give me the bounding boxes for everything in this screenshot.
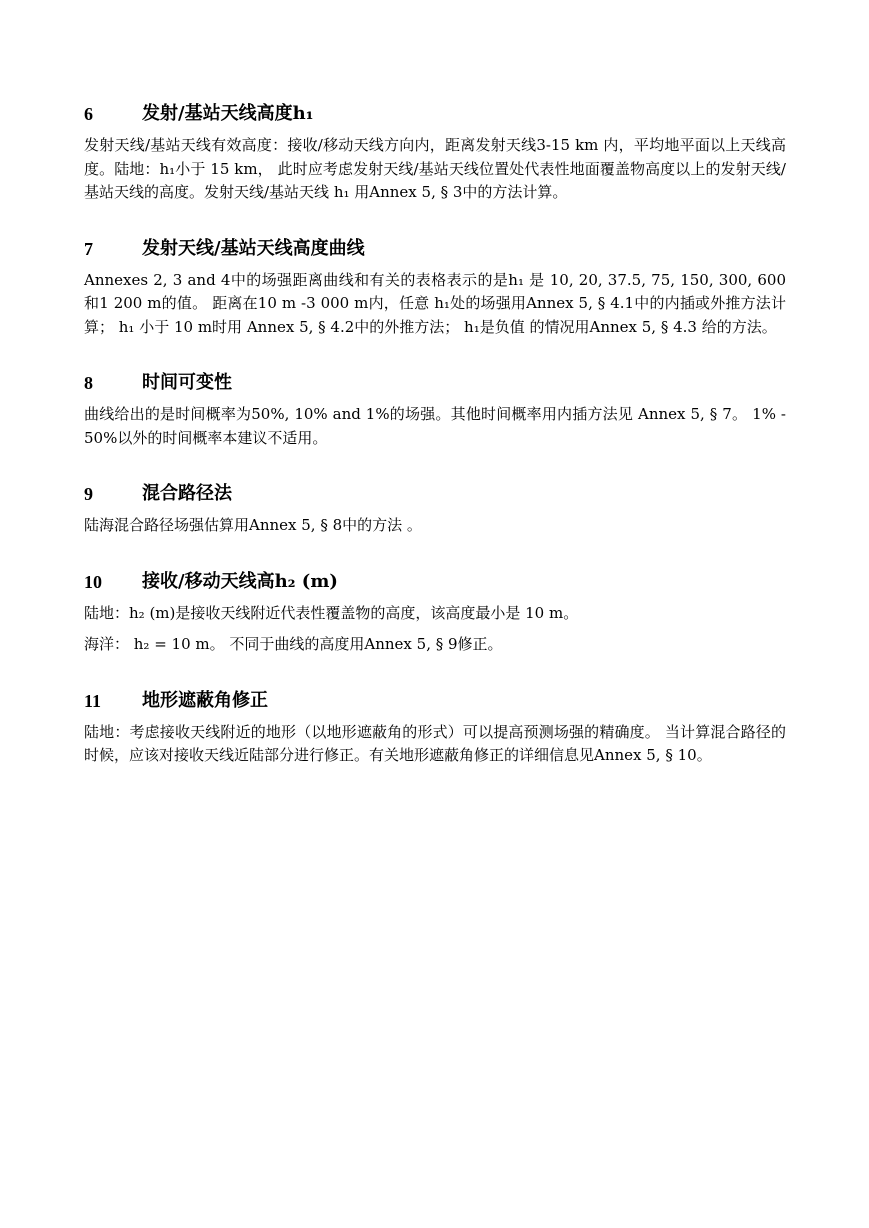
section-10: [84, 568, 786, 657]
section-number: 6: [84, 104, 93, 124]
section-paragraph: 发射天线/基站天线有效高度：接收/移动天线方向内，距离发射天线3-15 km 内，平均地平面以上天线高度。陆地：h₁小于 15 km， 此时应考虑发射天线/基站天线位置处代表性地面覆盖物高度以上的发射天线/基站天线的高度。发射天线/基站天线 h₁ 用Annex 5, § 3中的方法计算。: [84, 136, 786, 201]
section-heading: [84, 369, 786, 397]
section-title: 接收/移动天线高h₂ (m): [142, 570, 338, 592]
section-8: [84, 369, 786, 450]
section-paragraph: 陆海混合路径场强估算用Annex 5, § 8中的方法 。: [84, 516, 422, 534]
section-number: 10: [84, 571, 102, 592]
section-number: 8: [84, 373, 93, 393]
section-heading: [84, 480, 786, 508]
section-9: [84, 480, 786, 538]
section-paragraph: 曲线给出的是时间概率为50%, 10% and 1%的场强。其他时间概率用内插方法见 Annex 5, § 7。 1% - 50%以外的时间概率本建议不适用。: [84, 405, 786, 447]
section-paragraph: 海洋： h₂ = 10 m。 不同于曲线的高度用Annex 5, § 9修正。: [84, 635, 503, 653]
section-heading: [84, 235, 786, 263]
section-paragraph: 陆地：考虑接收天线附近的地形（以地形遮蔽角的形式）可以提高预测场强的精确度。 当计算混合路径的时候，应该对接收天线近陆部分进行修正。有关地形遮蔽角修正的详细信息见Annex 5, § 10。: [84, 722, 786, 764]
section-title: 混合路径法: [142, 483, 232, 504]
section-title: 时间可变性: [142, 372, 232, 393]
document-page: [84, 100, 786, 768]
section-number: 7: [84, 238, 93, 259]
section-heading: [84, 100, 786, 128]
section-title: 发射天线/基站天线高度曲线: [142, 237, 365, 259]
section-number: 11: [84, 690, 102, 711]
section-11: [84, 687, 786, 768]
section-7: [84, 235, 786, 340]
section-6: [84, 100, 786, 205]
section-title: 发射/基站天线高度h₁: [142, 103, 314, 124]
section-heading: [84, 687, 786, 715]
section-paragraph: Annexes 2, 3 and 4中的场强距离曲线和有关的表格表示的是h₁ 是 10, 20, 37.5, 75, 150, 300, 600 和1 200 m的值。 距离在10 m -3 000 m内，任意 h₁处的场强用Annex 5, § 4.1中的内插或外推方法计算； h₁ 小于 10 m时用 Annex 5, § 4.2中的外推方法； h₁是负值 的情况用Annex 5, § 4.3 给的方法。: [84, 270, 786, 336]
section-heading: [84, 568, 786, 596]
section-number: 9: [84, 484, 93, 504]
section-title: 地形遮蔽角修正: [142, 689, 268, 711]
section-paragraph: 陆地：h₂ (m)是接收天线附近代表性覆盖物的高度，该高度最小是 10 m。: [84, 603, 579, 622]
